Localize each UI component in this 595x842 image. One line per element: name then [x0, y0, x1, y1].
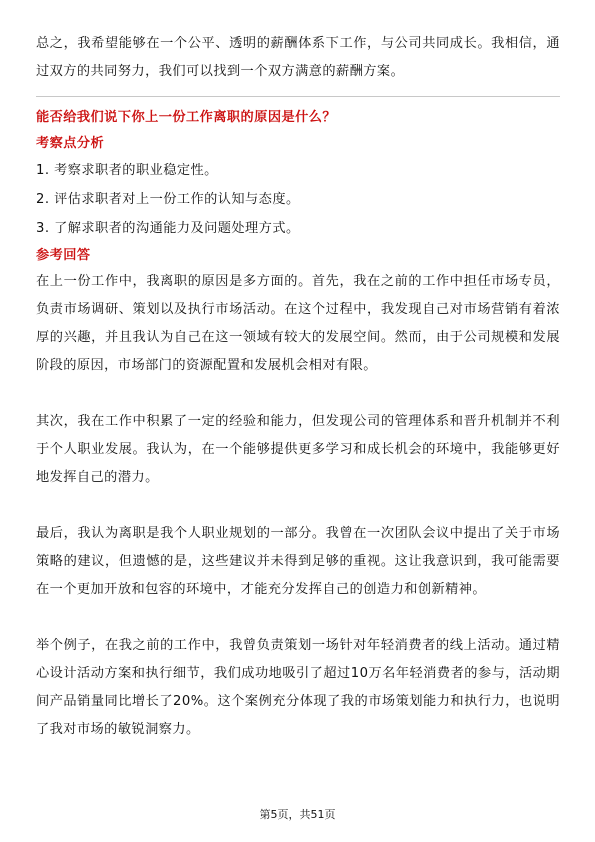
analysis-title: 考察点分析: [36, 136, 105, 151]
section-divider: [36, 96, 560, 97]
answer-paragraph: 其次，我在工作中积累了一定的经验和能力，但发现公司的管理体系和晋升机制并不利于个人职业发展。我认为，在一个能够提供更多学习和成长机会的环境中，我能够更好地发挥自己的潜力。: [36, 414, 560, 485]
document-page: [36, 30, 560, 744]
intro-paragraph: 总之，我希望能够在一个公平、透明的薪酬体系下工作，与公司共同成长。我相信，通过双方的共同努力，我们可以找到一个双方满意的薪酬方案。: [36, 36, 560, 79]
paragraph-spacer: [36, 492, 560, 520]
page-footer: 第5页，共51页: [259, 808, 336, 821]
answer-paragraph: 最后，我认为离职是我个人职业规划的一部分。我曾在一次团队会议中提出了关于市场策略的建议，但遗憾的是，这些建议并未得到足够的重视。这让我意识到，我可能需要在一个更加开放和包容的环境中，才能充分发挥自己的创造力和创新精神。: [36, 526, 560, 597]
paragraph-spacer: [36, 604, 560, 632]
analysis-item: 1. 考察求职者的职业稳定性。: [36, 163, 218, 178]
answer-paragraph: 举个例子，在我之前的工作中，我曾负责策划一场针对年轻消费者的线上活动。通过精心设计活动方案和执行细节，我们成功地吸引了超过10万名年轻消费者的参与，活动期间产品销量同比增长了20%。这个案例充分体现了我的市场策划能力和执行力，也说明了我对市场的敏锐洞察力。: [36, 638, 560, 737]
paragraph-spacer: [36, 380, 560, 408]
question-heading: 能否给我们说下你上一份工作离职的原因是什么？: [36, 110, 337, 125]
answer-paragraph: 在上一份工作中，我离职的原因是多方面的。首先，我在之前的工作中担任市场专员，负责市场调研、策划以及执行市场活动。在这个过程中，我发现自己对市场营销有着浓厚的兴趣，并且我认为自己在这一领域有较大的发展空间。然而，由于公司规模和发展阶段的原因，市场部门的资源配置和发展机会相对有限。: [36, 274, 560, 373]
answer-title: 参考回答: [36, 248, 91, 263]
analysis-item: 2. 评估求职者对上一份工作的认知与态度。: [36, 192, 300, 207]
analysis-item: 3. 了解求职者的沟通能力及问题处理方式。: [36, 221, 300, 236]
